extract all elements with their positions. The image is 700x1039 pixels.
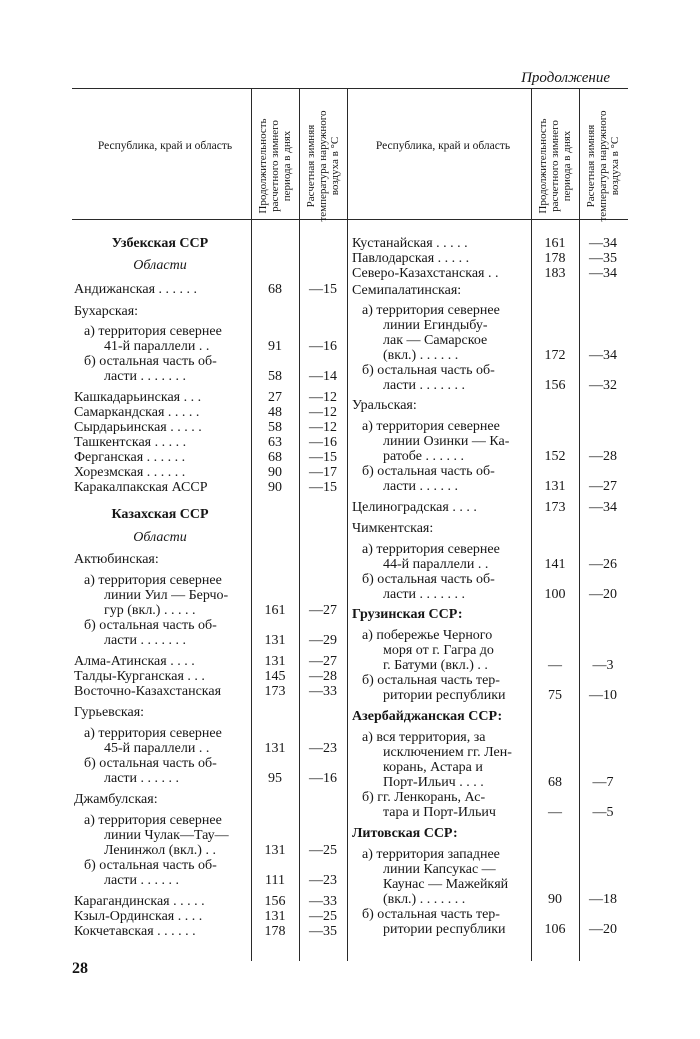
header-duration-right: Продолжительность расчетного зимнего периода в днях [537, 118, 573, 214]
column-rule [347, 88, 348, 961]
header-region-right: Республика, край и область [375, 140, 511, 152]
header-temp-right: Расчетная зимняя температура наружного воздуха в °С [585, 110, 621, 222]
header-top-rule [72, 88, 628, 89]
page-number: 28 [72, 960, 88, 977]
continuation-label: Продолжение [521, 70, 610, 86]
column-rule [531, 88, 532, 961]
header-temp-left: Расчетная зимняя температура наружного воздуха в °С [305, 110, 341, 222]
column-rule [579, 88, 580, 961]
header-region-left: Республика, край и область [97, 140, 233, 152]
column-rule [251, 88, 252, 961]
header-duration-left: Продолжительность расчетного зимнего периода в днях [257, 118, 293, 214]
column-rule [299, 88, 300, 961]
